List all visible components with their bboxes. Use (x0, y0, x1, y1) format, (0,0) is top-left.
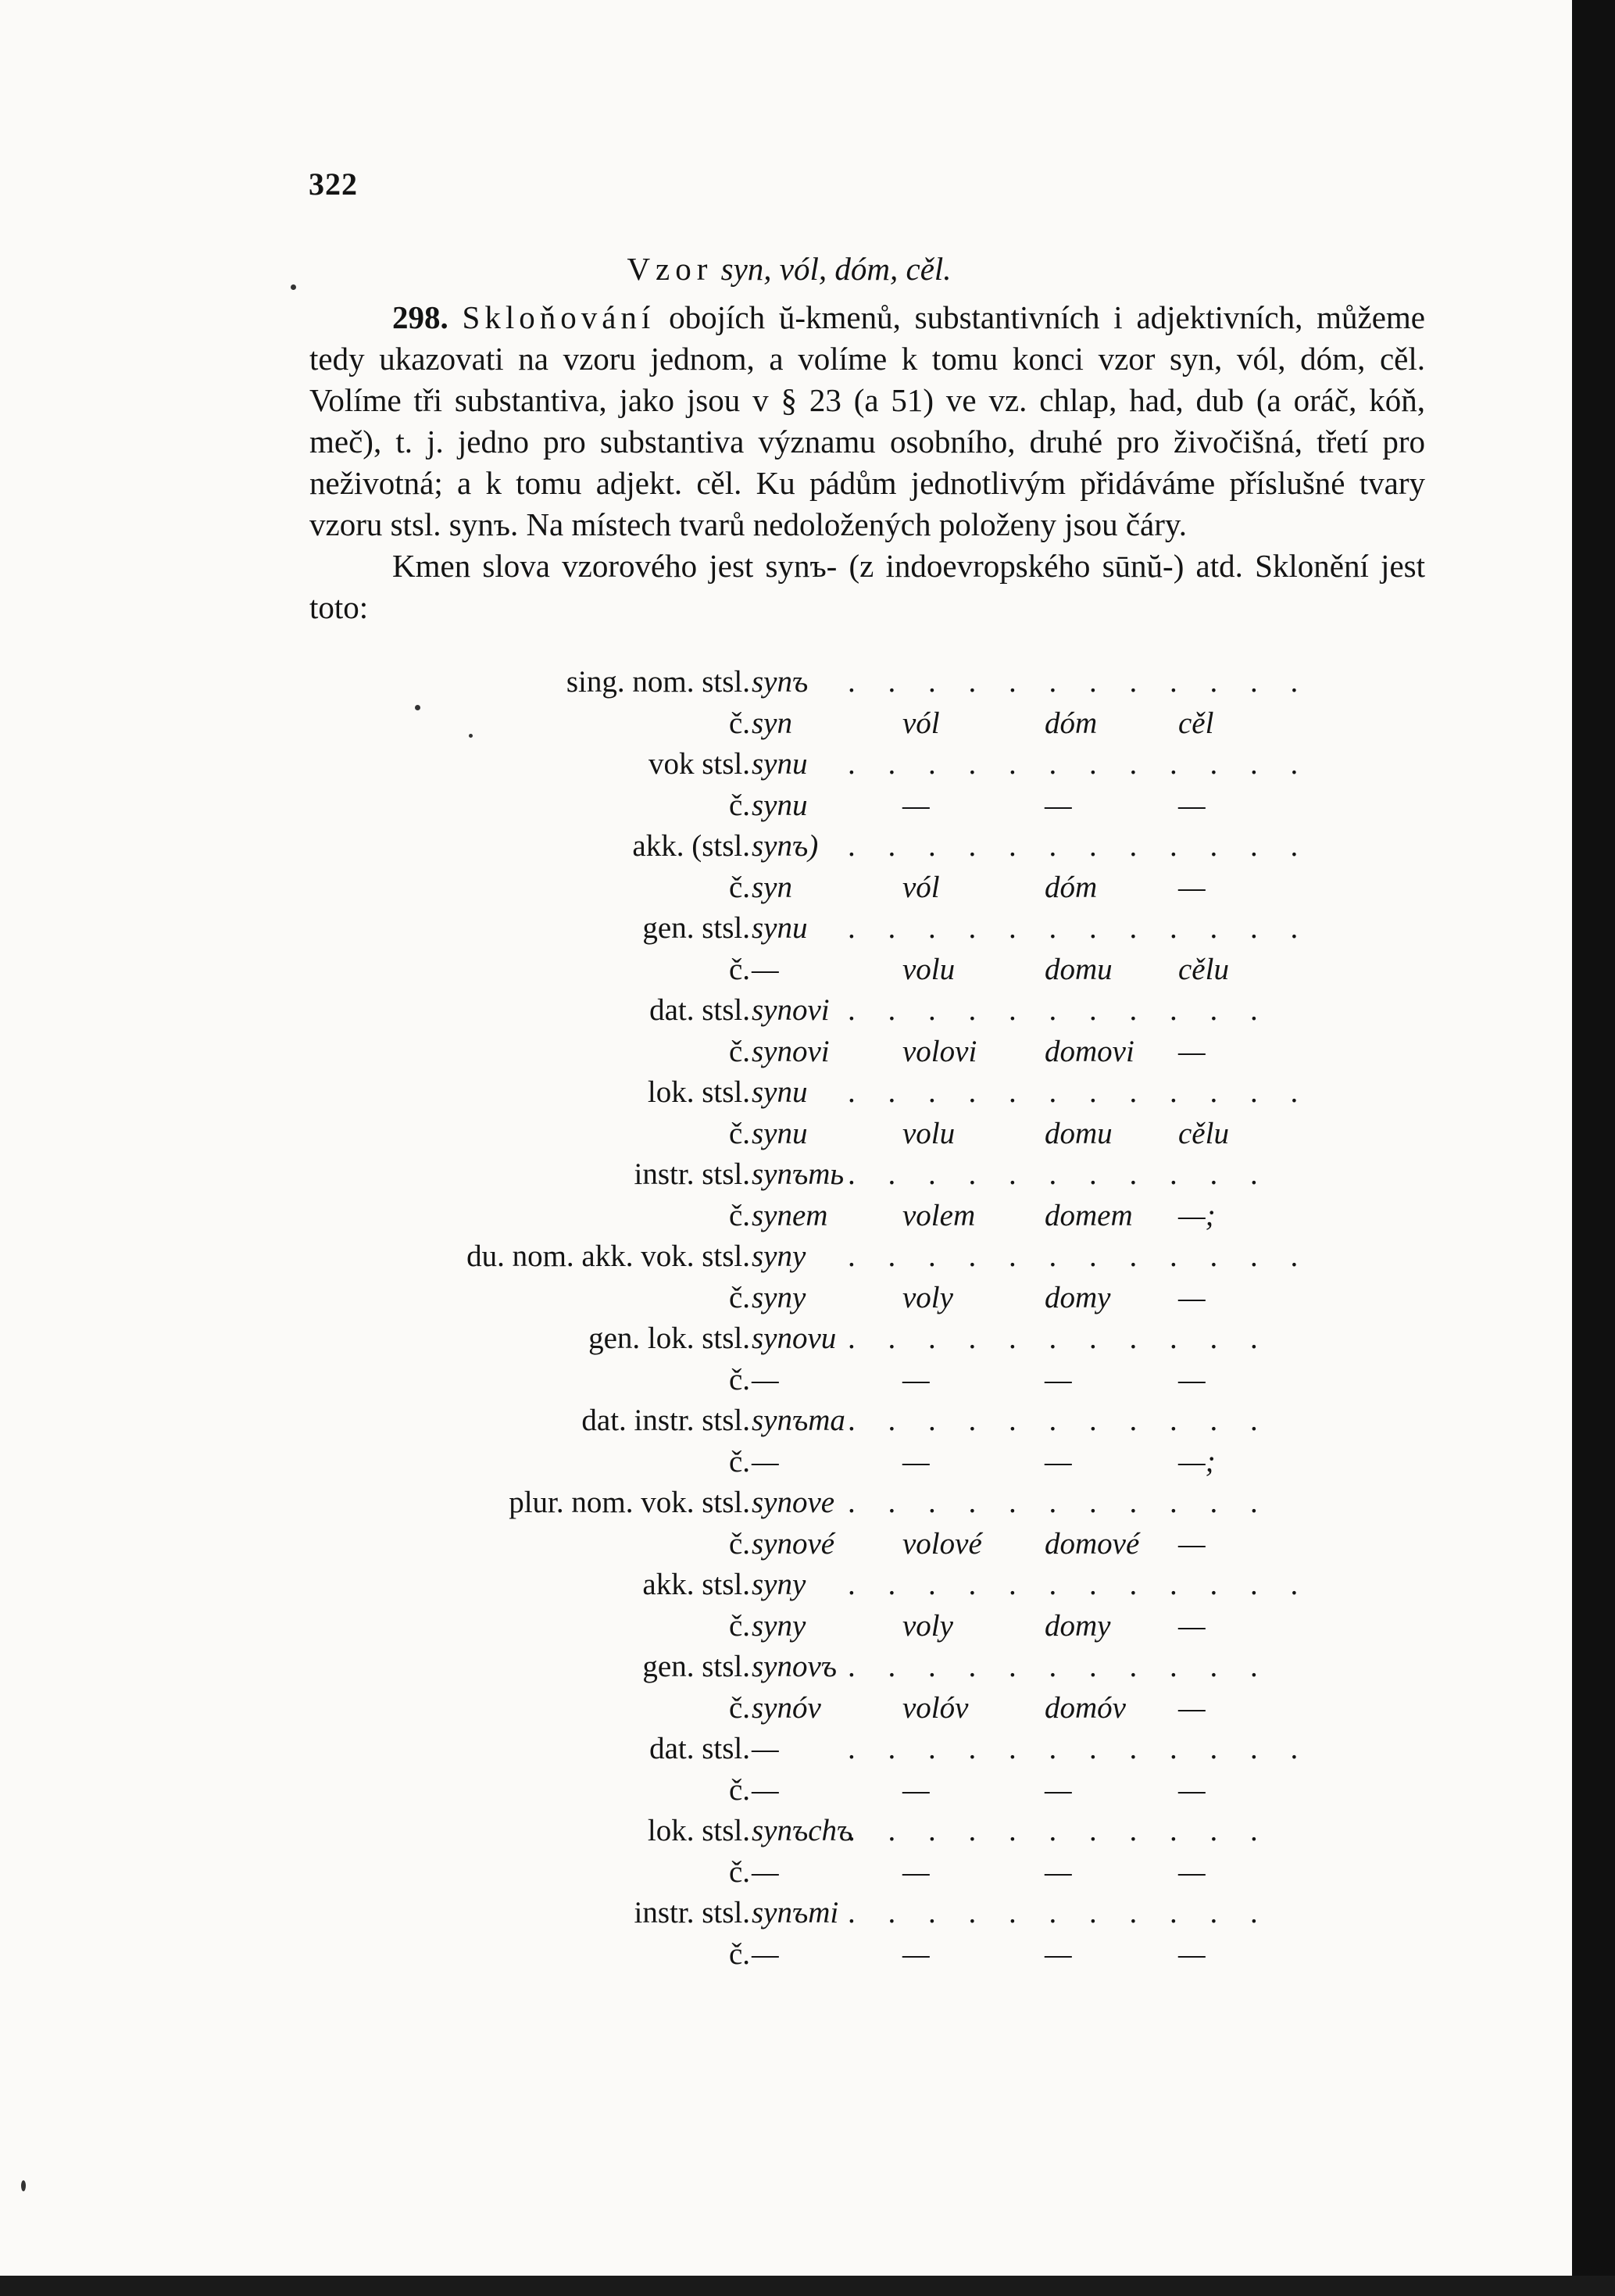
form-syn: — (752, 1444, 779, 1479)
form-dom: domu (1045, 952, 1113, 986)
form-dom: — (1045, 1854, 1072, 1889)
leader-dots: . . . . . . . . . . . . (848, 1568, 1311, 1601)
case-label: č. (728, 706, 750, 740)
form-vol: voly (902, 1608, 953, 1643)
case-label: lok. stsl. (647, 1814, 750, 1847)
form-vol: volu (902, 952, 956, 986)
form-syn: synъmi (752, 1896, 839, 1929)
case-label: č. (728, 1280, 750, 1314)
case-label: dat. instr. stsl. (581, 1404, 750, 1437)
case-label: č. (728, 870, 750, 904)
form-syn: synovъ (752, 1650, 838, 1683)
form-cel: — (1178, 870, 1206, 904)
form-dom: — (1045, 1772, 1072, 1807)
declension-row (0, 1075, 1578, 1115)
declension-row (0, 1526, 1578, 1567)
declension-row (0, 664, 1578, 705)
case-label: č. (728, 1608, 750, 1643)
form-vol: — (902, 1772, 930, 1807)
scan-speck (291, 284, 296, 290)
form-cel: — (1178, 1034, 1206, 1068)
declension-row (0, 870, 1578, 910)
declension-row (0, 1444, 1578, 1485)
spaced-term: Skloňování (462, 299, 656, 335)
form-syn: — (752, 952, 779, 986)
form-dom: domóv (1045, 1690, 1126, 1725)
case-label: lok. stsl. (647, 1075, 750, 1109)
case-label: dat. stsl. (649, 993, 750, 1027)
form-cel: —; (1178, 1444, 1216, 1479)
form-syn: synъ (752, 665, 809, 699)
case-label: č. (728, 788, 750, 822)
page-number: 322 (309, 166, 358, 202)
case-label: instr. stsl. (634, 1157, 750, 1191)
paragraph-298 (309, 297, 1425, 545)
case-label: du. nom. akk. vok. stsl. (466, 1239, 750, 1273)
case-label: sing. nom. stsl. (566, 665, 750, 699)
form-vol: — (902, 1854, 930, 1889)
declension-row (0, 746, 1578, 787)
case-label: gen. stsl. (642, 911, 750, 945)
form-vol: — (902, 1362, 930, 1397)
form-syn: synem (752, 1198, 828, 1232)
paragraph-stem: Kmen slova vzorového jest synъ- (z indoevropského sūnŭ-) atd. Sklonění jest toto: (309, 548, 1425, 625)
leader-dots: . . . . . . . . . . . (848, 1321, 1270, 1355)
form-vol: vól (902, 706, 940, 740)
form-dom: domové (1045, 1526, 1140, 1561)
section-heading (0, 250, 1578, 288)
form-syn: syny (752, 1568, 806, 1601)
declension-row (0, 1403, 1578, 1443)
form-syn: syny (752, 1239, 806, 1273)
declension-row (0, 1649, 1578, 1690)
declension-row (0, 1034, 1578, 1075)
form-dom: domem (1045, 1198, 1133, 1232)
form-dom: domu (1045, 1116, 1113, 1150)
case-label: akk. (stsl. (632, 829, 750, 863)
declension-row (0, 1239, 1578, 1279)
case-label: č. (728, 1772, 750, 1807)
leader-dots: . . . . . . . . . . . . (848, 747, 1311, 781)
form-syn: synu (752, 911, 808, 945)
declension-row (0, 1157, 1578, 1197)
form-syn: — (752, 1732, 779, 1765)
declension-row (0, 1116, 1578, 1157)
scan-speck (415, 705, 420, 710)
form-syn: synovu (752, 1321, 837, 1355)
form-syn: synъmь (752, 1157, 845, 1191)
case-label: vok stsl. (648, 747, 750, 781)
declension-row (0, 1362, 1578, 1403)
leader-dots: . . . . . . . . . . . . (848, 1732, 1311, 1765)
case-label: č. (728, 1854, 750, 1889)
declension-row (0, 1485, 1578, 1525)
leader-dots: . . . . . . . . . . . (848, 1650, 1270, 1683)
form-syn: synu (752, 1075, 808, 1109)
form-syn: synóv (752, 1690, 821, 1725)
case-label: gen. stsl. (642, 1650, 750, 1683)
form-syn: synovi (752, 993, 830, 1027)
case-label: plur. nom. vok. stsl. (509, 1486, 750, 1519)
case-label: č. (728, 952, 750, 986)
case-label: instr. stsl. (634, 1896, 750, 1929)
declension-row (0, 1567, 1578, 1608)
form-dom: dóm (1045, 706, 1098, 740)
leader-dots: . . . . . . . . . . . (848, 1157, 1270, 1191)
case-label: akk. stsl. (642, 1568, 750, 1601)
leader-dots: . . . . . . . . . . . . (848, 1239, 1311, 1273)
declension-row (0, 1690, 1578, 1731)
form-syn: synove (752, 1486, 835, 1519)
case-label: č. (728, 1034, 750, 1068)
case-label: dat. stsl. (649, 1732, 750, 1765)
leader-dots: . . . . . . . . . . . (848, 1404, 1270, 1437)
form-cel: —; (1178, 1198, 1216, 1232)
form-dom: — (1045, 1937, 1072, 1971)
heading-prefix: Vzor (627, 251, 713, 287)
paragraph-number: 298. (392, 299, 448, 335)
leader-dots: . . . . . . . . . . . (848, 1486, 1270, 1519)
declension-row (0, 788, 1578, 828)
form-vol: volóv (902, 1690, 969, 1725)
form-cel: — (1178, 1854, 1206, 1889)
form-syn: syn (752, 870, 792, 904)
form-dom: — (1045, 788, 1072, 822)
form-cel: — (1178, 1526, 1206, 1561)
form-syn: synu (752, 788, 808, 822)
form-cel: — (1178, 1608, 1206, 1643)
declension-row (0, 1772, 1578, 1813)
form-vol: voly (902, 1280, 953, 1314)
form-syn: — (752, 1854, 779, 1889)
form-syn: synъma (752, 1404, 845, 1437)
form-syn: synъ) (752, 829, 819, 863)
form-syn: synu (752, 1116, 808, 1150)
declension-row (0, 1854, 1578, 1895)
declension-row (0, 1608, 1578, 1649)
form-dom: dóm (1045, 870, 1098, 904)
scan-speck (21, 2180, 26, 2191)
leader-dots: . . . . . . . . . . . (848, 993, 1270, 1027)
declension-row (0, 1937, 1578, 1977)
form-syn: — (752, 1937, 779, 1971)
declension-row (0, 1198, 1578, 1239)
form-vol: vól (902, 870, 940, 904)
leader-dots: . . . . . . . . . . . . (848, 829, 1311, 863)
case-label: č. (728, 1198, 750, 1232)
form-syn: — (752, 1362, 779, 1397)
form-cel: cěl (1178, 706, 1214, 740)
case-label: č. (728, 1937, 750, 1971)
scan-border-right (1572, 0, 1615, 2296)
leader-dots: . . . . . . . . . . . . (848, 911, 1311, 945)
declension-row (0, 910, 1578, 951)
form-cel: — (1178, 1937, 1206, 1971)
declension-row (0, 1895, 1578, 1936)
case-label: č. (728, 1444, 750, 1479)
form-syn: syny (752, 1280, 806, 1314)
leader-dots: . . . . . . . . . . . . (848, 665, 1311, 699)
form-cel: — (1178, 1362, 1206, 1397)
case-label: č. (728, 1116, 750, 1150)
form-cel: — (1178, 1690, 1206, 1725)
declension-row (0, 706, 1578, 746)
form-cel: cělu (1178, 952, 1229, 986)
form-syn: — (752, 1772, 779, 1807)
case-label: č. (728, 1690, 750, 1725)
form-dom: domy (1045, 1280, 1111, 1314)
form-syn: synu (752, 747, 808, 781)
declension-row (0, 828, 1578, 869)
declension-row (0, 1813, 1578, 1854)
form-vol: — (902, 1444, 930, 1479)
form-cel: — (1178, 1772, 1206, 1807)
form-vol: — (902, 788, 930, 822)
declension-row (0, 992, 1578, 1033)
case-label: č. (728, 1526, 750, 1561)
leader-dots: . . . . . . . . . . . (848, 1814, 1270, 1847)
form-syn: synovi (752, 1034, 830, 1068)
case-label: gen. lok. stsl. (588, 1321, 750, 1355)
form-cel: — (1178, 788, 1206, 822)
form-vol: volu (902, 1116, 956, 1150)
leader-dots: . . . . . . . . . . . . (848, 1075, 1311, 1109)
body-text (309, 297, 1425, 628)
scan-speck (469, 734, 473, 738)
heading-words: syn, vól, dóm, cěl. (720, 251, 952, 287)
scan-border-bottom (0, 2276, 1615, 2296)
form-vol: volem (902, 1198, 976, 1232)
declension-row (0, 952, 1578, 992)
form-vol: volovi (902, 1034, 977, 1068)
leader-dots: . . . . . . . . . . . (848, 1896, 1270, 1929)
form-dom: domy (1045, 1608, 1111, 1643)
form-cel: cělu (1178, 1116, 1229, 1150)
form-dom: domovi (1045, 1034, 1134, 1068)
form-syn: synъchъ (752, 1814, 853, 1847)
paragraph-text: obojích ŭ-kmenů, substantivních i adjektivních, můžeme tedy ukazovati na vzoru jednom, a volíme k tomu konci vzor syn, vól, dóm, cěl. Volíme tři substantiva, jako jsou v § 23 (a 51) ve vz. chlap, had, dub (a oráč, kóň, meč), t. j. jedno pro substantiva významu osobního, druhé pro živočišná, třetí pro neživotná; a k tomu adjekt. cěl. Ku pádům jednotlivým přidáváme příslušné tvary vzoru stsl. synъ. Na místech tvarů nedoložených položeny jsou čáry. (309, 299, 1425, 542)
form-syn: synové (752, 1526, 835, 1561)
case-label: č. (728, 1362, 750, 1397)
form-dom: — (1045, 1444, 1072, 1479)
form-dom: — (1045, 1362, 1072, 1397)
form-vol: — (902, 1937, 930, 1971)
declension-row (0, 1280, 1578, 1321)
form-syn: syn (752, 706, 792, 740)
form-cel: — (1178, 1280, 1206, 1314)
declension-row (0, 1321, 1578, 1361)
form-vol: volové (902, 1526, 982, 1561)
declension-row (0, 1731, 1578, 1772)
form-syn: syny (752, 1608, 806, 1643)
